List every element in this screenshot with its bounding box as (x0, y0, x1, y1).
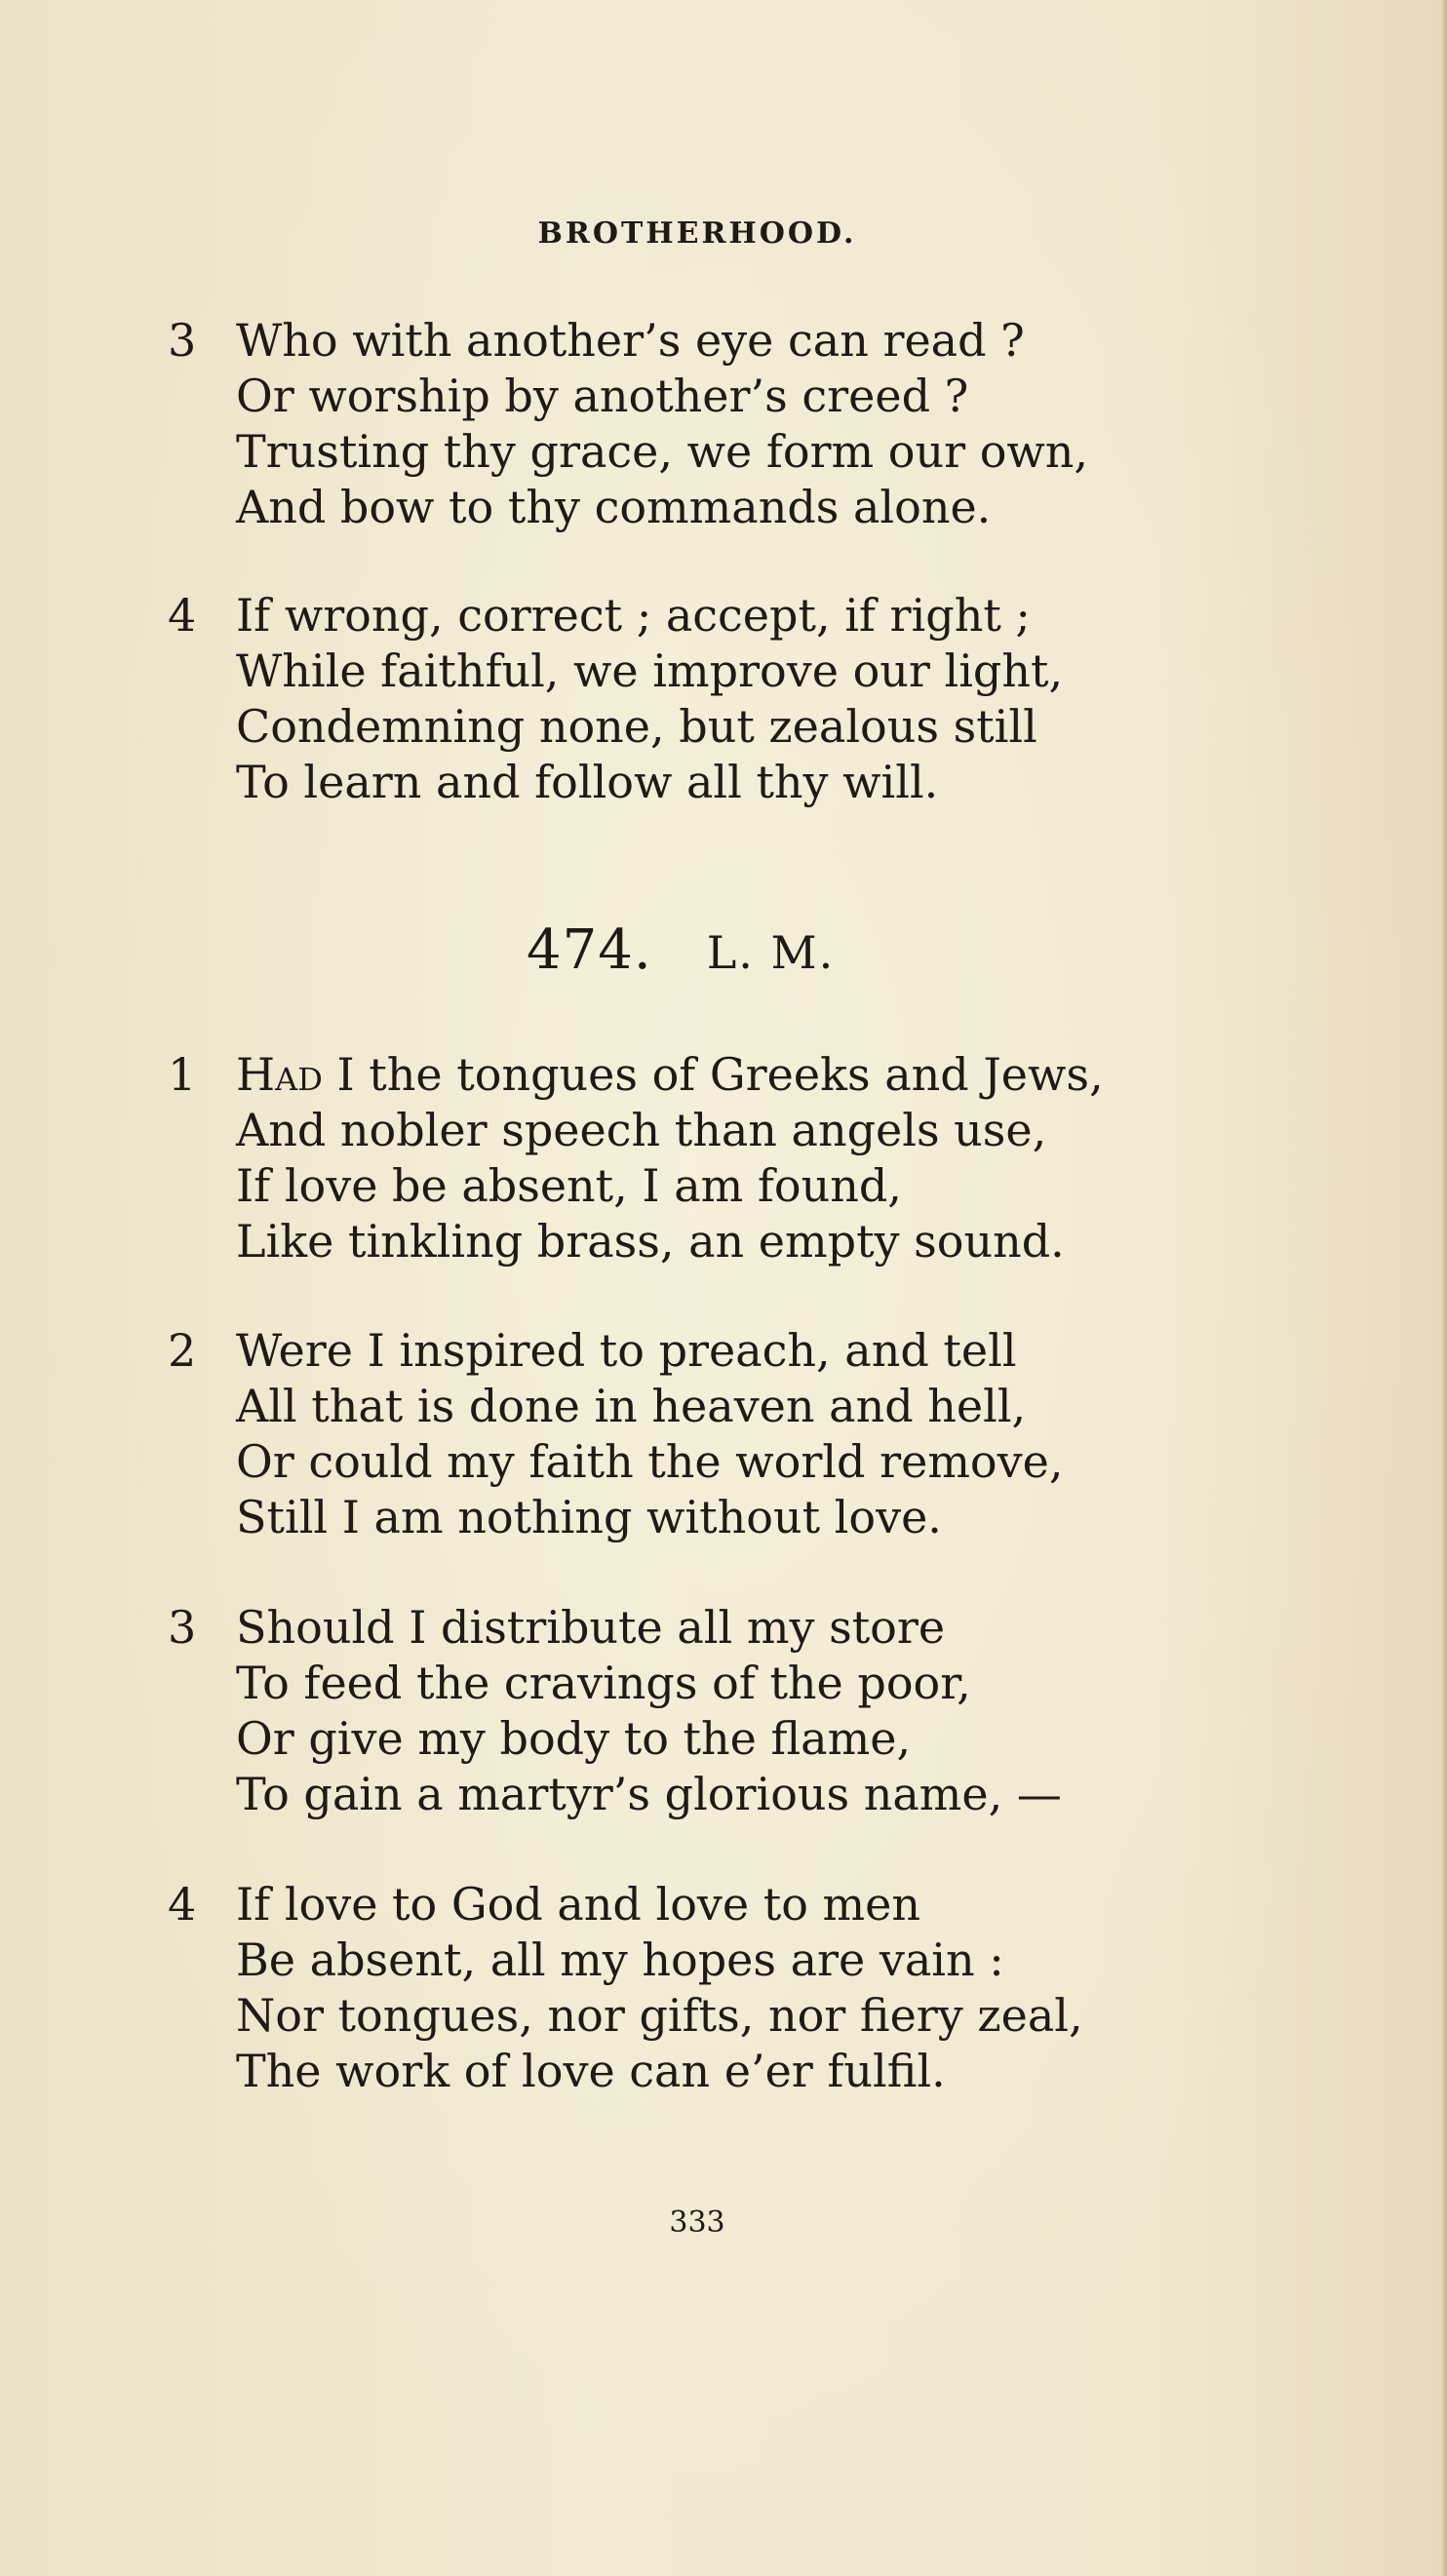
verse-line: Or give my body to the flame, (236, 1712, 912, 1765)
verse-line: Like tinkling brass, an empty sound. (236, 1215, 1065, 1268)
page-number: 333 (669, 2205, 725, 2240)
verse-line: Trusting thy grace, we form our own, (236, 425, 1089, 478)
verse-line: And bow to thy commands alone. (236, 481, 992, 533)
verse-line: To gain a martyr’s glorious name, — (236, 1768, 1062, 1820)
stanza-number: 4 (168, 1878, 197, 1931)
verse-line: While faithful, we improve our light, (236, 644, 1064, 697)
stanza-lines (236, 1877, 1083, 2099)
verse-line: Nor tongues, nor gifts, nor fiery zeal, (236, 1989, 1083, 2042)
stanza-number: 3 (168, 1601, 197, 1654)
verse-line: And nobler speech than angels use, (236, 1104, 1047, 1156)
stanza-number: 1 (168, 1048, 197, 1101)
first-line-rest: I the tongues of Greeks and Jews, (322, 1048, 1104, 1101)
verse-line: The work of love can e’er fulfil. (236, 2045, 946, 2097)
verse-line: Or could my faith the world remove, (236, 1435, 1064, 1488)
verse-line: To learn and follow all thy will. (236, 756, 939, 808)
first-word: Had (236, 1048, 323, 1101)
verse-line: Be absent, all my hopes are vain : (236, 1933, 1004, 1986)
hymn-number: 474. (527, 918, 652, 982)
hymn-heading (527, 918, 835, 982)
stanza-lines (236, 1047, 1104, 1269)
verse-line: If love be absent, I am found, (236, 1159, 902, 1212)
verse-line: Were I inspired to preach, and tell (236, 1324, 1017, 1377)
verse-line: Condemning none, but zealous still (236, 700, 1037, 753)
page-edge-shadow (1441, 0, 1447, 2576)
verse-line: To feed the cravings of the poor, (236, 1657, 971, 1709)
verse-line: All that is done in heaven and hell, (236, 1380, 1027, 1432)
stanza-lines (236, 313, 1088, 535)
verse-line: Or worship by another’s creed ? (236, 370, 969, 422)
hymn-meter: L. M. (706, 926, 836, 979)
verse-line: If love to God and love to men (236, 1878, 920, 1931)
stanza-number: 4 (168, 589, 197, 642)
verse-line: Should I distribute all my store (236, 1601, 946, 1654)
stanza-lines (236, 1323, 1063, 1545)
verse-line: If wrong, correct ; accept, if right ; (236, 589, 1031, 642)
verse-line: Who with another’s eye can read ? (236, 314, 1025, 367)
running-title: BROTHERHOOD. (537, 216, 857, 251)
verse-line-first (236, 1047, 1104, 1103)
stanza-number: 2 (168, 1324, 197, 1377)
stanza-lines (236, 588, 1063, 810)
stanza-number: 3 (168, 314, 197, 367)
verse-line: Still I am nothing without love. (236, 1491, 942, 1543)
stanza-lines (236, 1600, 1062, 1822)
